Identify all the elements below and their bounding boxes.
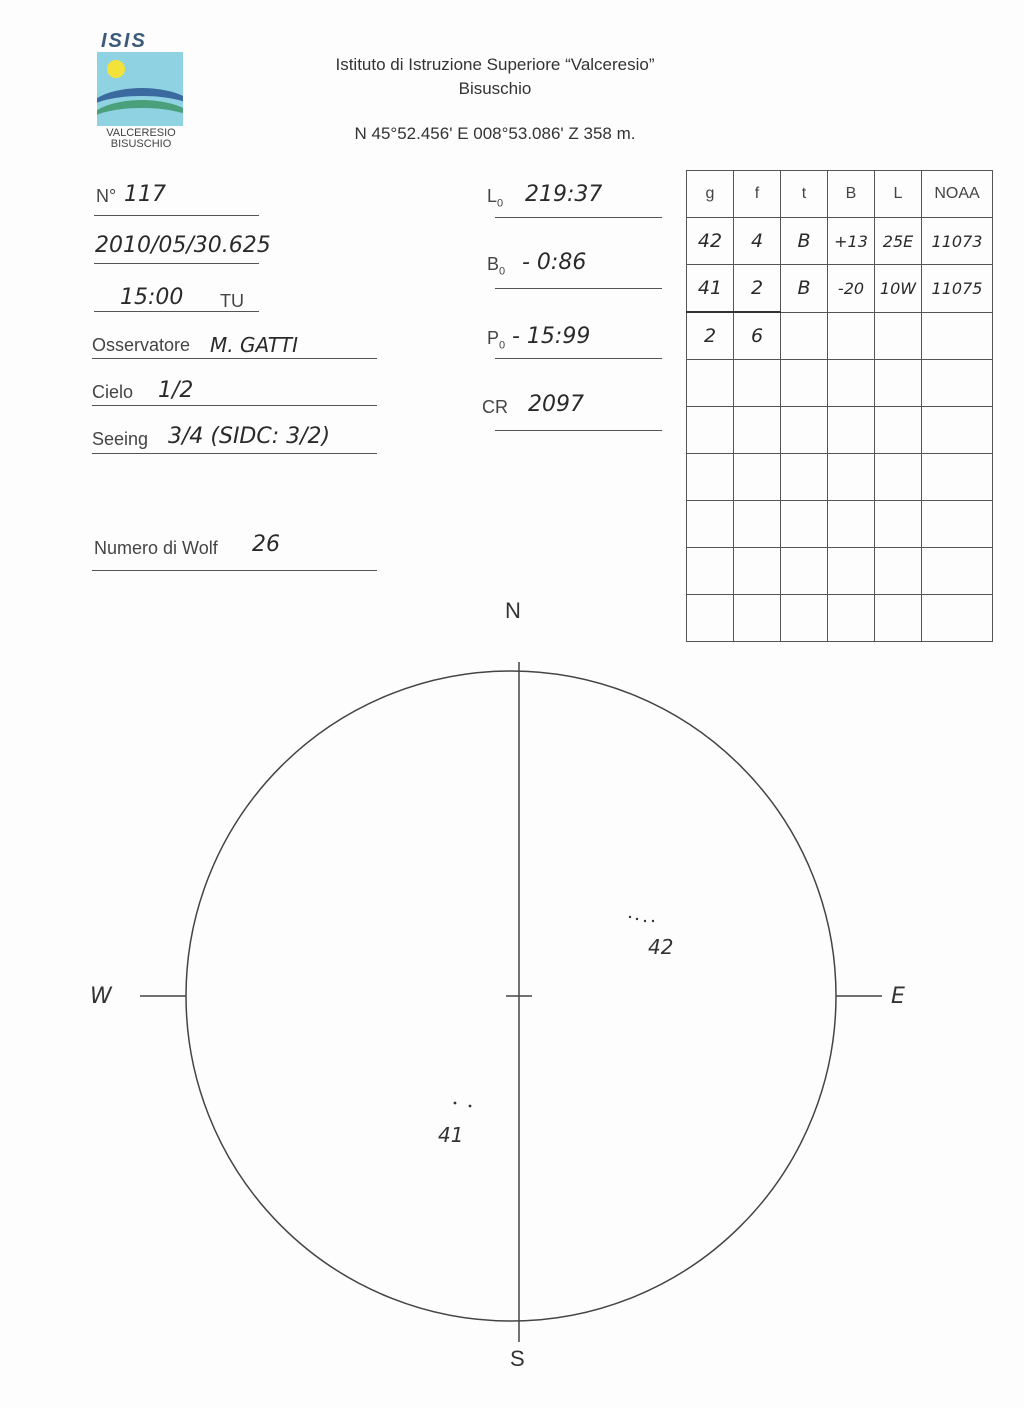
L0-letter: L bbox=[487, 186, 498, 206]
cell-g-total: 2 bbox=[687, 312, 734, 360]
date-value: 2010/05/30.625 bbox=[95, 233, 271, 258]
sunspot bbox=[454, 1102, 457, 1105]
cell-empty bbox=[875, 360, 922, 407]
cell-empty bbox=[922, 501, 993, 548]
B0-underline bbox=[495, 288, 662, 289]
cell-empty bbox=[687, 454, 734, 501]
cell-empty bbox=[734, 360, 781, 407]
table-row-empty bbox=[687, 407, 993, 454]
south-label: S bbox=[510, 1346, 525, 1371]
sunspot bbox=[629, 916, 631, 918]
L0-label bbox=[487, 186, 503, 210]
sunspot bbox=[644, 920, 646, 922]
sunspot bbox=[636, 918, 638, 920]
header-L: L bbox=[875, 171, 922, 218]
CR-label: CR bbox=[482, 397, 508, 417]
group-42-label: 42 bbox=[648, 935, 674, 959]
solar-disk-diagram bbox=[0, 590, 1024, 1380]
table-header-row bbox=[687, 171, 993, 218]
cell-f-total: 6 bbox=[734, 312, 781, 360]
seeing-label: Seeing bbox=[92, 429, 149, 449]
P0-underline bbox=[495, 358, 662, 359]
header-f: f bbox=[734, 171, 781, 218]
table-row-total bbox=[687, 312, 993, 360]
cell-g: 41 bbox=[687, 265, 734, 313]
header-B: B bbox=[828, 171, 875, 218]
cell-noaa: 11075 bbox=[922, 265, 993, 313]
cell-empty bbox=[922, 407, 993, 454]
sun-icon bbox=[107, 60, 125, 78]
wave-icon-secondary bbox=[97, 100, 183, 126]
table-row bbox=[687, 265, 993, 313]
cell-empty bbox=[734, 454, 781, 501]
cell-empty bbox=[781, 548, 828, 595]
table-row-empty bbox=[687, 501, 993, 548]
cell-empty bbox=[922, 454, 993, 501]
cell-empty bbox=[828, 407, 875, 454]
group-41-label: 41 bbox=[438, 1123, 464, 1147]
P0-letter: P bbox=[487, 328, 500, 348]
seeing-value: 3/4 (SIDC: 3/2) bbox=[168, 424, 331, 449]
cell-empty bbox=[781, 454, 828, 501]
institute-name: Istituto di Istruzione Superiore “Valceresio” bbox=[335, 55, 655, 74]
header-g: g bbox=[687, 171, 734, 218]
wolf-value: 26 bbox=[252, 532, 280, 557]
cell-empty bbox=[828, 360, 875, 407]
cell-empty bbox=[687, 407, 734, 454]
cell-empty bbox=[734, 501, 781, 548]
cell-empty bbox=[734, 548, 781, 595]
sky-label: Cielo bbox=[92, 382, 134, 402]
cell-t: B bbox=[781, 218, 828, 265]
sunspot bbox=[469, 1105, 472, 1108]
logo-emblem bbox=[97, 52, 183, 126]
north-label: N bbox=[505, 598, 521, 623]
west-label: W bbox=[90, 984, 112, 1009]
logo-line-1: VALCERESIO bbox=[106, 127, 176, 139]
cell-L: 25E bbox=[875, 218, 922, 265]
cell-t: B bbox=[781, 265, 828, 313]
cell-noaa: 11073 bbox=[922, 218, 993, 265]
number-label: N° bbox=[96, 186, 117, 206]
cell-empty bbox=[875, 454, 922, 501]
L0-underline bbox=[495, 217, 662, 218]
cell-empty bbox=[781, 407, 828, 454]
B0-subscript: 0 bbox=[499, 265, 506, 278]
cell-empty bbox=[875, 312, 922, 360]
B0-value: - 0:86 bbox=[522, 250, 587, 275]
L0-subscript: 0 bbox=[497, 197, 504, 210]
cell-empty bbox=[922, 548, 993, 595]
cell-empty bbox=[781, 360, 828, 407]
number-underline bbox=[94, 215, 259, 216]
cell-empty bbox=[875, 548, 922, 595]
cell-g: 42 bbox=[687, 218, 734, 265]
date-underline bbox=[94, 263, 259, 264]
observatory-coordinates: N 45°52.456' E 008°53.086' Z 358 m. bbox=[354, 124, 636, 143]
school-logo bbox=[95, 30, 187, 150]
table-row bbox=[687, 218, 993, 265]
sunspot-groups-table bbox=[686, 170, 993, 642]
sky-underline bbox=[92, 405, 377, 406]
B0-label bbox=[487, 254, 505, 278]
institute-town: Bisuschio bbox=[458, 79, 532, 98]
sunspot bbox=[652, 920, 654, 922]
cell-empty bbox=[781, 501, 828, 548]
P0-value: - 15:99 bbox=[512, 324, 591, 349]
header-noaa: NOAA bbox=[922, 171, 993, 218]
observer-value: M. GATTI bbox=[210, 333, 299, 357]
logo-line-2: BISUSCHIO bbox=[110, 138, 172, 150]
cell-empty bbox=[687, 360, 734, 407]
cell-f: 4 bbox=[734, 218, 781, 265]
cell-empty bbox=[687, 548, 734, 595]
time-unit: TU bbox=[220, 291, 244, 311]
cell-empty bbox=[781, 312, 828, 360]
cell-L: 10W bbox=[875, 265, 922, 313]
P0-subscript: 0 bbox=[499, 339, 506, 352]
cell-empty bbox=[875, 501, 922, 548]
cell-empty bbox=[922, 312, 993, 360]
table-row-empty bbox=[687, 454, 993, 501]
seeing-underline bbox=[92, 453, 377, 454]
CR-underline bbox=[495, 430, 662, 431]
observer-underline bbox=[92, 358, 377, 359]
cell-empty bbox=[734, 407, 781, 454]
cell-B: -20 bbox=[828, 265, 875, 313]
wolf-underline bbox=[92, 570, 377, 571]
L0-value: 219:37 bbox=[525, 182, 603, 207]
sky-value: 1/2 bbox=[158, 378, 194, 403]
number-value: 117 bbox=[124, 182, 166, 207]
header-t: t bbox=[781, 171, 828, 218]
B0-letter: B bbox=[487, 254, 500, 274]
cell-empty bbox=[828, 548, 875, 595]
cell-empty bbox=[828, 501, 875, 548]
logo-wordmark: ISIS bbox=[101, 30, 147, 52]
institute-header bbox=[300, 53, 690, 101]
cell-empty bbox=[875, 407, 922, 454]
east-label: E bbox=[891, 984, 905, 1009]
time-value: 15:00 bbox=[120, 285, 184, 310]
table-row-empty bbox=[687, 548, 993, 595]
cell-empty bbox=[828, 312, 875, 360]
time-underline bbox=[94, 311, 259, 312]
table-row-empty bbox=[687, 360, 993, 407]
cell-B: +13 bbox=[828, 218, 875, 265]
cell-empty bbox=[828, 454, 875, 501]
observer-label: Osservatore bbox=[92, 335, 191, 355]
P0-label bbox=[487, 328, 505, 352]
cell-empty bbox=[687, 501, 734, 548]
cell-f: 2 bbox=[734, 265, 781, 313]
CR-value: 2097 bbox=[528, 392, 584, 417]
wolf-label: Numero di Wolf bbox=[94, 538, 218, 558]
cell-empty bbox=[922, 360, 993, 407]
